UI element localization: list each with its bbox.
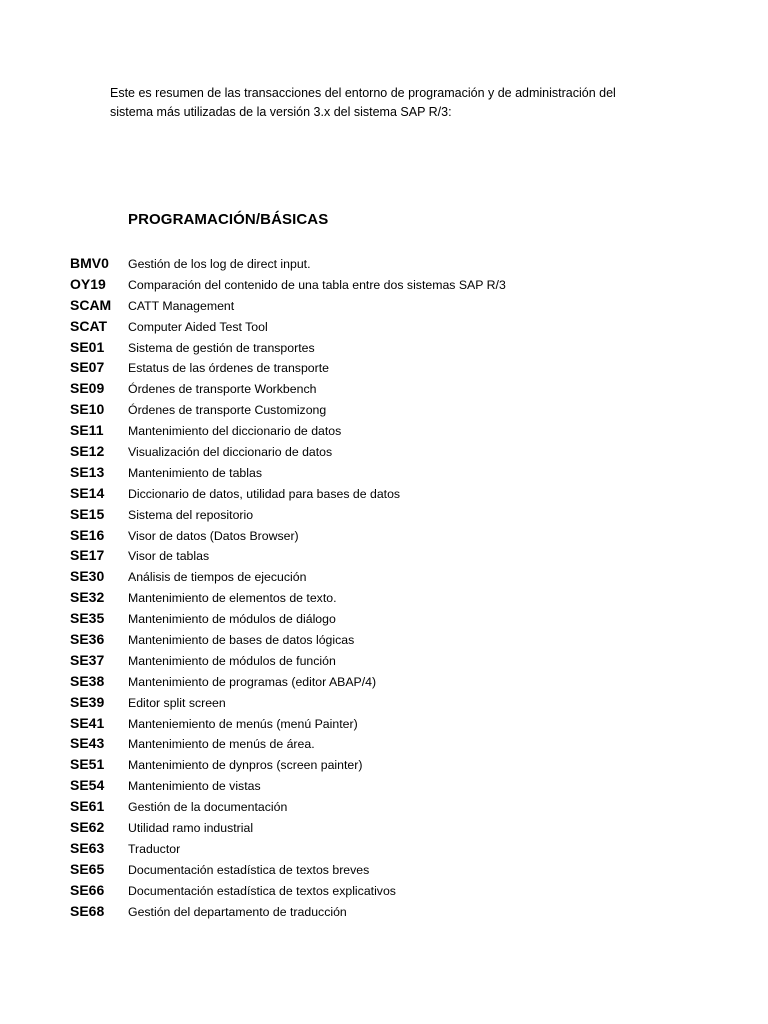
transaction-code: SE68: [70, 902, 105, 919]
transaction-row: [70, 756, 506, 777]
transaction-code: SE07: [70, 359, 105, 376]
section-title: PROGRAMACIÓN/BÁSICAS: [128, 211, 329, 228]
transaction-code: OY19: [70, 275, 106, 292]
transaction-code: SE17: [70, 547, 105, 564]
transaction-description: Diccionario de datos, utilidad para bases de datos: [128, 486, 401, 501]
transaction-description: Sistema del repositorio: [128, 507, 254, 522]
transaction-code: SE15: [70, 505, 105, 522]
transaction-row: [70, 297, 506, 318]
transaction-code: SE36: [70, 631, 105, 648]
intro-paragraph: [110, 84, 670, 122]
transaction-code: SE54: [70, 777, 105, 794]
transaction-code: SE35: [70, 610, 105, 627]
transaction-row: [70, 840, 506, 861]
transaction-row: [70, 318, 506, 339]
transaction-code: SE14: [70, 484, 105, 501]
transaction-code: SE39: [70, 693, 105, 710]
transaction-row: [70, 610, 506, 631]
transaction-description: Mantenimiento de módulos de función: [128, 653, 336, 668]
transaction-code: SE09: [70, 380, 105, 397]
transaction-code: SE37: [70, 651, 105, 668]
transaction-row: [70, 276, 506, 297]
transaction-row: [70, 527, 506, 548]
transaction-code: SE63: [70, 839, 105, 856]
transaction-code: SE62: [70, 819, 105, 836]
transaction-description: Mantenimiento de bases de datos lógicas: [128, 633, 355, 648]
transaction-description: Mantenimiento de programas (editor ABAP/4): [128, 674, 377, 689]
transaction-row: [70, 631, 506, 652]
transaction-row: [70, 380, 506, 401]
transaction-description: Manteniemiento de menús (menú Painter): [128, 716, 358, 731]
transaction-code: SE66: [70, 881, 105, 898]
transaction-description: Mantenimiento de módulos de diálogo: [128, 612, 336, 627]
transaction-row: [70, 485, 506, 506]
transaction-row: [70, 464, 506, 485]
transaction-list: [70, 255, 506, 924]
transaction-code: BMV0: [70, 255, 109, 271]
transaction-code: SE43: [70, 735, 105, 752]
transaction-description: Gestión de la documentación: [128, 800, 288, 815]
transaction-code: SE10: [70, 401, 105, 418]
transaction-row: [70, 401, 506, 422]
transaction-description: Gestión del departamento de traducción: [128, 904, 347, 919]
transaction-code: SE01: [70, 338, 105, 355]
transaction-description: Estatus de las órdenes de transporte: [128, 361, 329, 376]
transaction-code: SE30: [70, 568, 105, 585]
transaction-row: [70, 568, 506, 589]
transaction-description: Gestión de los log de direct input.: [128, 257, 311, 271]
transaction-description: Editor split screen: [128, 695, 226, 710]
transaction-description: Visor de datos (Datos Browser): [128, 528, 299, 543]
transaction-code: SE32: [70, 589, 105, 606]
transaction-row: [70, 777, 506, 798]
transaction-code: SE41: [70, 714, 105, 731]
transaction-code: SE13: [70, 463, 105, 480]
transaction-row: [70, 715, 506, 736]
transaction-description: Comparación del contenido de una tabla entre dos sistemas SAP R/3: [128, 277, 506, 292]
transaction-row: [70, 903, 506, 924]
transaction-description: CATT Management: [128, 298, 235, 313]
transaction-description: Mantenimiento del diccionario de datos: [128, 424, 342, 439]
transaction-code: SE61: [70, 798, 105, 815]
intro-line-1: Este es resumen de las transacciones del entorno de programación y de administración del: [110, 86, 616, 100]
transaction-row: [70, 255, 506, 276]
transaction-description: Análisis de tiempos de ejecución: [128, 570, 307, 585]
transaction-description: Sistema de gestión de transportes: [128, 340, 315, 355]
transaction-row: [70, 506, 506, 527]
transaction-code: SE38: [70, 672, 105, 689]
intro-line-2: sistema más utilizadas de la versión 3.x del sistema SAP R/3:: [110, 105, 452, 119]
transaction-description: Documentación estadística de textos breves: [128, 862, 370, 877]
transaction-row: [70, 798, 506, 819]
transaction-row: [70, 652, 506, 673]
transaction-row: [70, 359, 506, 380]
transaction-row: [70, 589, 506, 610]
transaction-row: [70, 735, 506, 756]
transaction-code: SE16: [70, 526, 105, 543]
transaction-description: Documentación estadística de textos explicativos: [128, 883, 396, 898]
transaction-description: Computer Aided Test Tool: [128, 319, 268, 334]
transaction-code: SE51: [70, 756, 105, 773]
transaction-description: Visualización del diccionario de datos: [128, 445, 333, 460]
transaction-code: SE11: [70, 422, 104, 439]
transaction-code: SCAM: [70, 296, 112, 313]
transaction-row: [70, 673, 506, 694]
transaction-code: SE65: [70, 860, 105, 877]
transaction-code: SCAT: [70, 317, 108, 334]
transaction-row: [70, 694, 506, 715]
transaction-description: Órdenes de transporte Customizong: [128, 403, 327, 418]
transaction-description: Utilidad ramo industrial: [128, 821, 254, 836]
transaction-description: Mantenimiento de dynpros (screen painter): [128, 758, 363, 773]
transaction-description: Mantenimiento de elementos de texto.: [128, 591, 337, 606]
transaction-description: Órdenes de transporte Workbench: [128, 382, 317, 397]
transaction-description: Mantenimiento de vistas: [128, 779, 261, 794]
transaction-row: [70, 339, 506, 360]
transaction-description: Visor de tablas: [128, 549, 210, 564]
transaction-row: [70, 422, 506, 443]
transaction-code: SE12: [70, 443, 105, 460]
transaction-description: Traductor: [128, 841, 181, 856]
transaction-row: [70, 861, 506, 882]
transaction-row: [70, 882, 506, 903]
transaction-row: [70, 819, 506, 840]
transaction-description: Mantenimiento de tablas: [128, 465, 262, 480]
transaction-description: Mantenimiento de menús de área.: [128, 737, 315, 752]
transaction-row: [70, 443, 506, 464]
transaction-row: [70, 547, 506, 568]
